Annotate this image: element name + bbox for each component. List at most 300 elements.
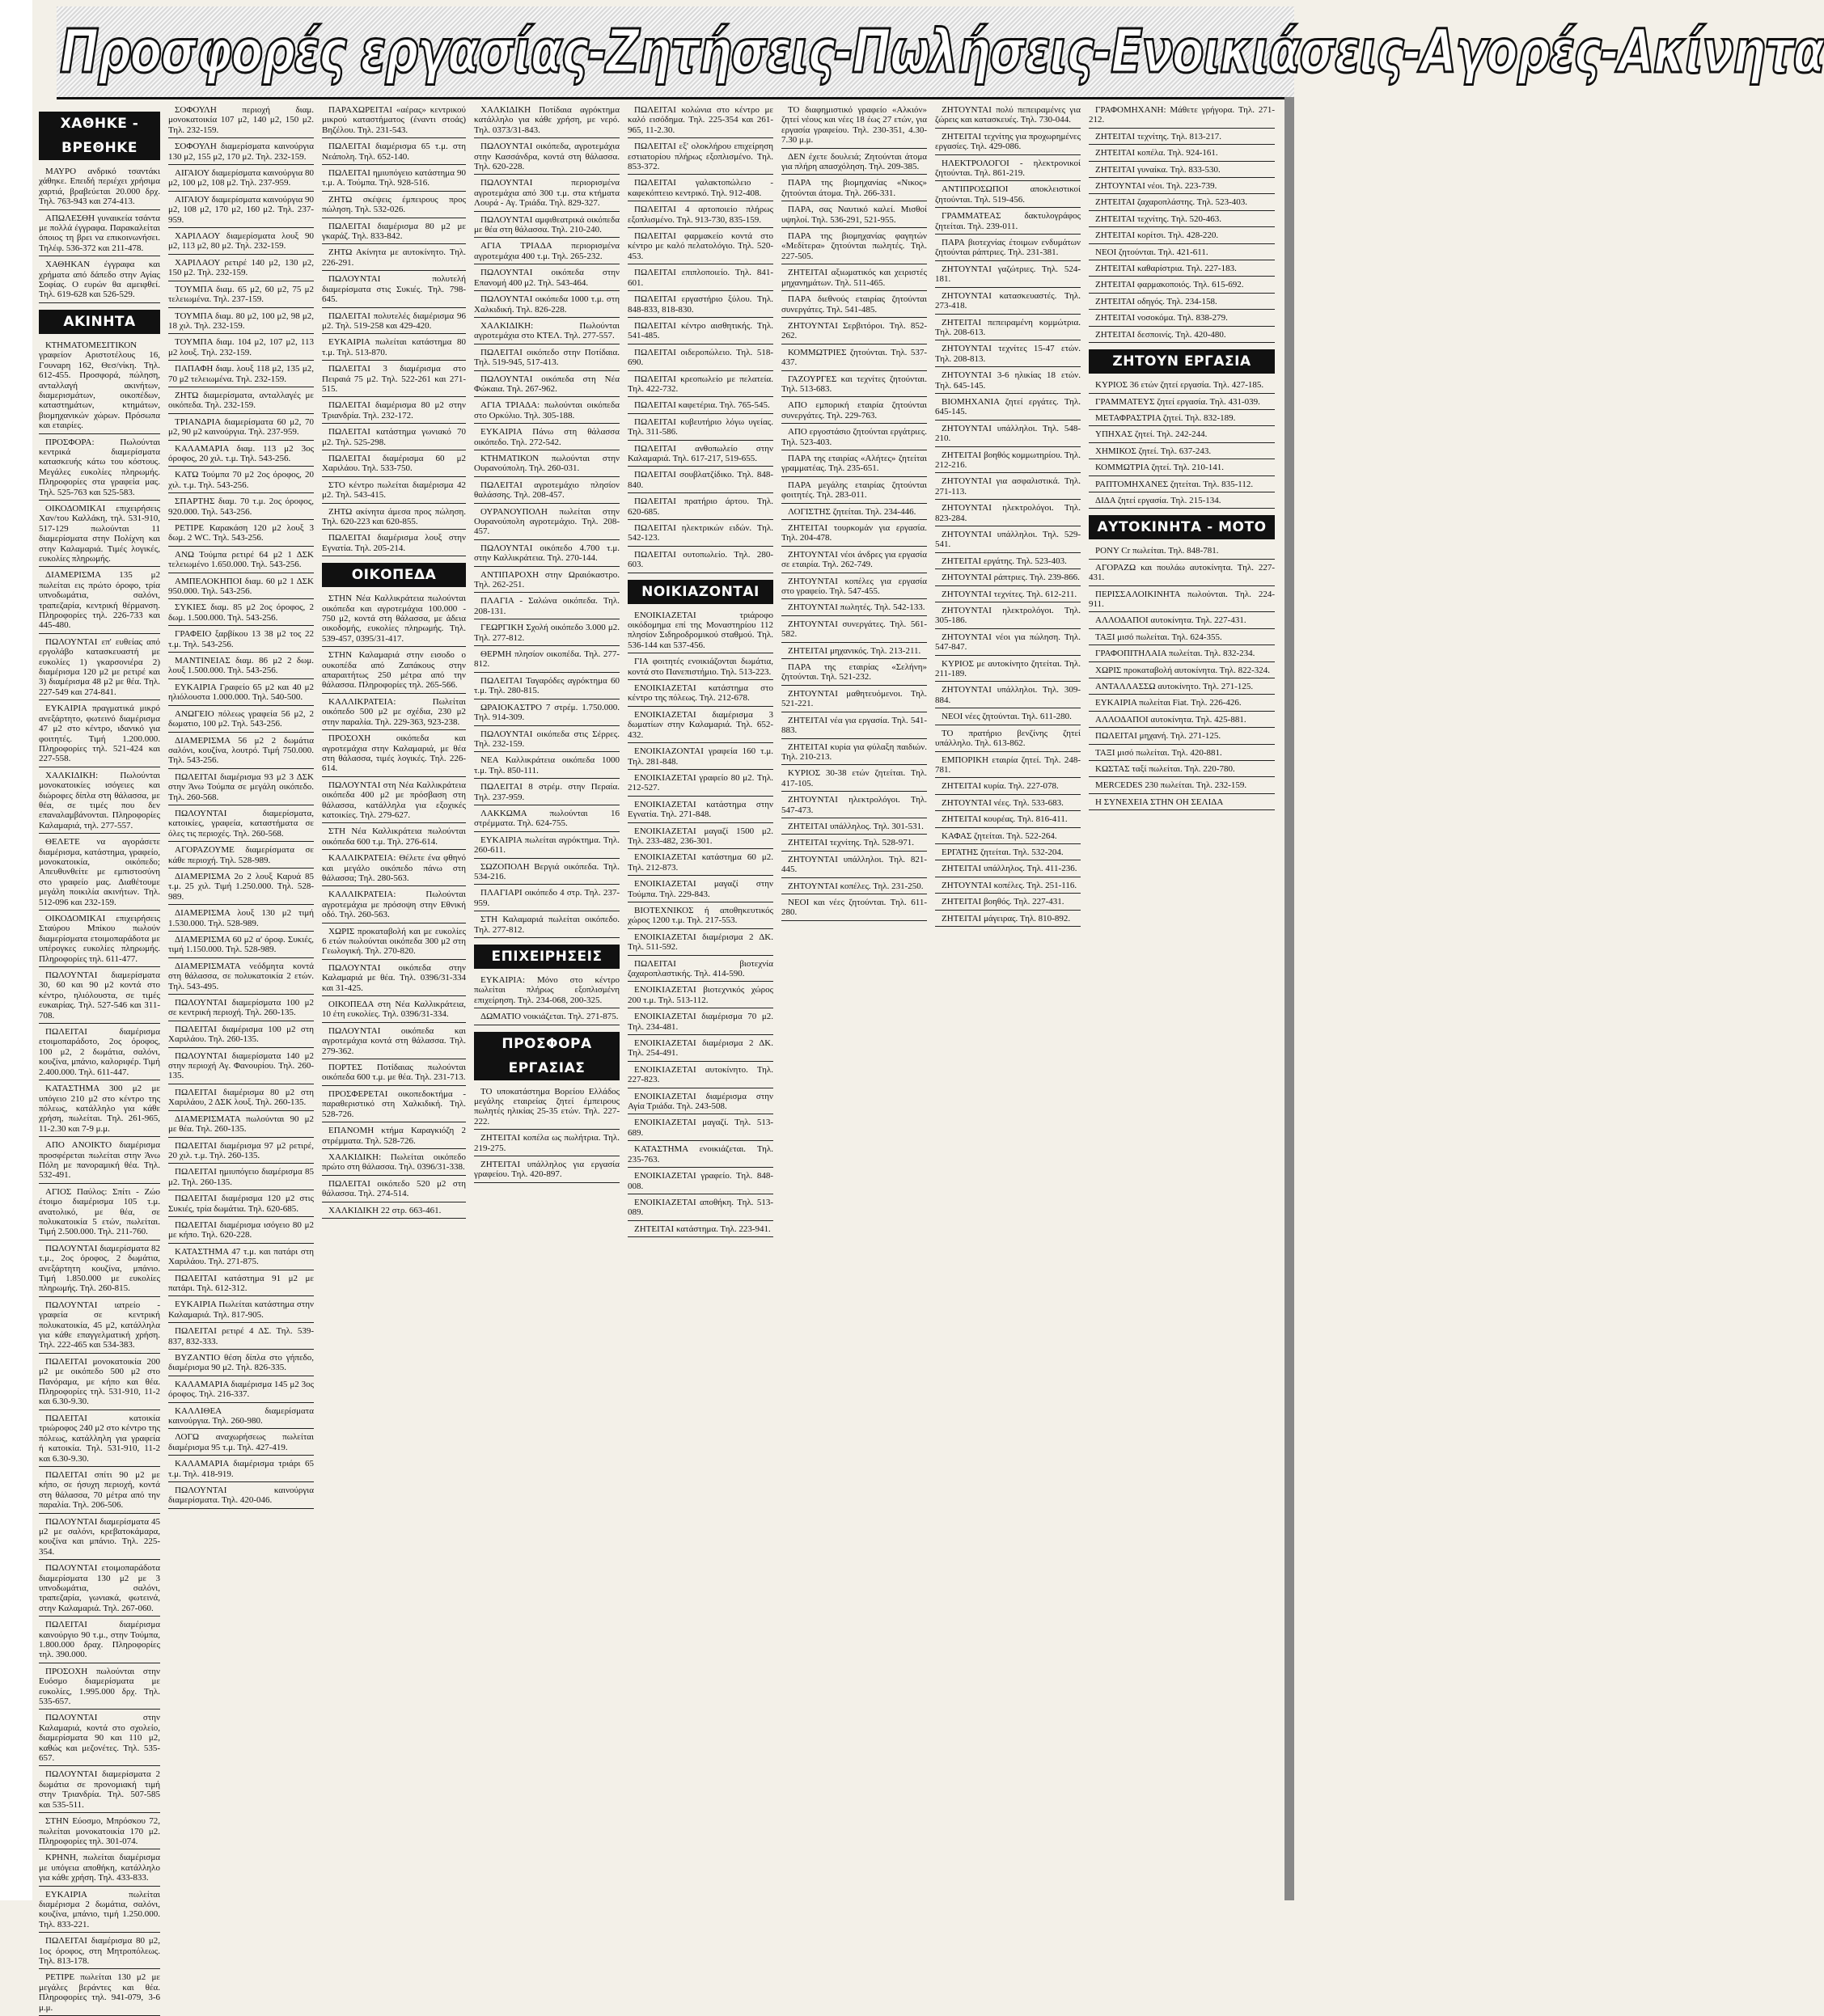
- classified-ad: ΠΩΛΟΥΝΤΑΙ οικόπεδα 1000 τ.μ. στη Χαλκιδική. Τηλ. 826-228.: [474, 294, 620, 318]
- classified-ad: ΧΗΜΙΚΟΣ ζητεί. Τηλ. 637-243.: [1089, 446, 1275, 459]
- classified-ad: ΖΗΤΟΥΝΤΑΙ κοπέλες. Τηλ. 231-250.: [781, 881, 927, 894]
- classified-ad: ΑΙΓΑΙΟΥ διαμερίσματα καινούργια 90 μ2, 108 μ2, 170 μ2, 160 μ2. Τηλ. 237-959.: [168, 195, 314, 228]
- classified-ad: ΤΟ διαφημιστικό γραφείο «Αλκιόν» ζητεί νέους και νέες 18 έως 27 ετών, για εργασία γραφείου. Τηλ. 230-351, 4.30-7.30 μ.μ.: [781, 105, 927, 149]
- classified-ad: ΓΡΑΦΟΜΗΧΑΝΗ: Μάθετε γρήγορα. Τηλ. 271-212.: [1089, 105, 1275, 129]
- classified-ad: ΖΗΤΕΙΤΑΙ οδηγός. Τηλ. 234-158.: [1089, 297, 1275, 310]
- classified-ad: ΤΟ υποκατάστημα Βορείου Ελλάδος μεγάλης εταιρείας ζητεί έμπειρους πωλητές ηλικίας 25-35 ετών. Τηλ. 227-222.: [474, 1087, 620, 1131]
- classified-ad: ΖΗΤΕΙΤΑΙ τεχνίτης. Τηλ. 528-971.: [781, 838, 927, 851]
- classified-ad: ΠΩΛΕΙΤΑΙ καφετέρια. Τηλ. 765-545.: [628, 400, 773, 413]
- classified-ad: ΠΩΛΟΥΝΤΑΙ πολυτελή διαμερίσματα στις Συκιές. Τηλ. 798-645.: [322, 274, 466, 307]
- classified-ad: ΕΝΟΙΚΙΑΖΕΤΑΙ μαγαζί. Τηλ. 513-689.: [628, 1118, 773, 1141]
- classified-ad: ΚΑΛΛΙΚΡΑΤΕΙΑ: Πωλούνται αγροτεμάχια με πρόσοψη στην Εθνική οδό. Τηλ. 260-563.: [322, 890, 466, 923]
- classified-ad: ΠΩΛΟΥΝΤΑΙ στη Νέα Καλλικράτεια οικόπεδα 400 μ2 με πρόσβαση στη θάλασσα, κατάλληλα για εξοχικές κατοικίες. Τηλ. 279-627.: [322, 780, 466, 824]
- classified-ad: ΚΥΡΙΟΣ 36 ετών ζητεί εργασία. Τηλ. 427-185.: [1089, 380, 1275, 393]
- section-heading: ΠΡΟΣΦΟΡΑ ΕΡΓΑΣΙΑΣ: [474, 1032, 620, 1080]
- classified-ad: ΠΑΡΑΧΩΡΕΙΤΑΙ «αέρας» κεντρικού μικρού καταστήματος (έναντι στοάς) Βηζέλου. Τηλ. 231-543.: [322, 105, 466, 138]
- classified-ad: ΑΝΩ Τούμπα ρετιρέ 64 μ2 1 ΔΣΚ τελειωμένο 1.650.000. Τηλ. 543-256.: [168, 550, 314, 573]
- classified-ad: ΖΗΤΟΥΝΤΑΙ τεχνίτες. Τηλ. 612-211.: [935, 590, 1081, 602]
- classified-ad: ΠΩΛΕΙΤΑΙ διαμέρισμα ετοιμοπαράδοτο, 2ος όροφος, 100 μ2, 2 δωμάτια, σαλόνι, κουζίνα, μπάνιο, καλοριφέρ. Τιμή 2.400.000. Τηλ. 611-447.: [39, 1027, 160, 1080]
- classified-ad: ΕΝΟΙΚΙΑΖΕΤΑΙ τριάροφο οικόδομημα επί της Μοναστηρίου 112 πλησίον Σιδηροδρομικού σταθμού. Τηλ. 536-144 και 537-456.: [628, 611, 773, 654]
- classified-ad: ΠΩΛΟΥΝΤΑΙ οικόπεδα στις Σέρρες. Τηλ. 232-159.: [474, 729, 620, 753]
- classified-ad: ΚΑΛΛΙΚΡΑΤΕΙΑ: Πωλείται οικόπεδο 500 μ2 με σχέδια, 230 μ2 στην παραλία. Τηλ. 229-363, 923-238.: [322, 697, 466, 730]
- classified-ad: ΑΝΤΑΛΛΑΣΣΩ αυτοκίνητο. Τηλ. 271-125.: [1089, 682, 1275, 695]
- classified-ad: ΠΩΛΕΙΤΑΙ οικόπεδο 520 μ2 στη θάλασσα. Τηλ. 274-514.: [322, 1179, 466, 1202]
- classified-ad: ΖΗΤΕΙΤΑΙ τεχνίτης. Τηλ. 813-217.: [1089, 132, 1275, 145]
- classified-ad: ΣΥΚΙΕΣ διαμ. 85 μ2 2ος όροφος, 2 δωμ. 1.500.000. Τηλ. 543-256.: [168, 602, 314, 626]
- classified-ad: ΠΑΡΑ βιοτεχνίας έτοιμων ενδυμάτων ζητούνται ράπτριες. Τηλ. 231-381.: [935, 238, 1081, 261]
- classified-ad: ΠΩΛΕΙΤΑΙ διαμέρισμα καινούργιο 90 τ.μ., στην Τούμπα, 1.800.000 δραχ. Πληροφορίες τηλ. 390.000.: [39, 1620, 160, 1663]
- classified-ad: ΚΥΡΙΟΣ 30-38 ετών ζητείται. Τηλ. 417-105.: [781, 768, 927, 792]
- classified-ad: ΧΑΛΚΙΔΙΚΗ: Πωλούνται αγροτεμάχια στο ΚΤΕΛ. Τηλ. 277-557.: [474, 321, 620, 344]
- classified-ad: ΚΑΛΑΜΑΡΙΑ διαμέρισμα 145 μ2 3ος όροφος. Τηλ. 216-337.: [168, 1380, 314, 1403]
- classified-ad: ΑΠΩΛΕΣΘΗ γυναικεία τσάντα με πολλά έγγραφα. Παρακαλείται όποιος τη βρει να επικοινωνήσει. Τηλέφ. 536-372 και 211-478.: [39, 213, 160, 257]
- classified-ad: ΠΩΛΕΙΤΑΙ 4 αρτοποιείο πλήρως εξοπλισμένο. Τηλ. 913-730, 835-159.: [628, 205, 773, 228]
- classified-ad: ΠΟΡΤΕΣ Ποτίδαιας πωλούνται οικόπεδα 600 τ.μ. με θέα. Τηλ. 231-713.: [322, 1063, 466, 1086]
- classified-ad: ΔΙΑΜΕΡΙΣΜΑ 60 μ2 α' όροφ. Συκιές, τιμή 1.150.000. Τηλ. 528-989.: [168, 935, 314, 958]
- classified-ad: ΖΗΤΟΥΝΤΑΙ ράπτριες. Τηλ. 239-866.: [935, 573, 1081, 585]
- classified-ad: ΕΝΟΙΚΙΑΖΕΤΑΙ κατάστημα 60 μ2. Τηλ. 212-873.: [628, 852, 773, 876]
- classified-ad: ΖΗΤΟΥΝΤΑΙ υπάλληλοι. Τηλ. 548-210.: [935, 424, 1081, 447]
- column-8: [1089, 105, 1275, 1892]
- classified-ad: ΖΗΤΕΙΤΑΙ εργάτης. Τηλ. 523-403.: [935, 556, 1081, 569]
- classified-ad: ΜΕΤΑΦΡΑΣΤΡΙΑ ζητεί. Τηλ. 832-189.: [1089, 413, 1275, 426]
- classified-ad: ΠΑΡΑ μεγάλης εταιρίας ζητούνται φοιτητές. Τηλ. 283-011.: [781, 480, 927, 504]
- classified-ad: ΑΠΟ εργοστάσιο ζητούνται εργάτριες. Τηλ. 523-403.: [781, 427, 927, 450]
- classified-ad: ΖΗΤΕΙΤΑΙ κουρέας. Τηλ. 816-411.: [935, 814, 1081, 827]
- classified-ad: ΠΩΛΟΥΝΤΑΙ οικόπεδα στην Επανομή 400 μ2. Τηλ. 543-464.: [474, 268, 620, 291]
- classified-ad: ΠΩΛΟΥΝΤΑΙ διαμερίσματα 2 δωμάτια σε προνομιακή τιμή στην Τριανδρία. Τηλ. 507-585 και 535-511.: [39, 1769, 160, 1813]
- classified-ad: ΠΩΛΕΙΤΑΙ μονοκατοικία 200 μ2 με οικόπεδο 500 μ2 στο Πανόραμα, με κήπο και θέα. Πληροφορίες τηλ. 531-910, 11-2 και 6.30-9.30.: [39, 1357, 160, 1410]
- classified-ad: ΖΗΤΟΥΝΤΑΙ υπάλληλοι. Τηλ. 529-541.: [935, 530, 1081, 553]
- classified-ad: ΖΗΤΕΙΤΑΙ μάγειρας. Τηλ. 810-892.: [935, 914, 1081, 927]
- classified-ad: ΠΩΛΕΙΤΑΙ εργαστήριο ξύλου. Τηλ. 848-833, 818-830.: [628, 294, 773, 318]
- classified-ad: ΠΩΛΕΙΤΑΙ διαμέρισμα 97 μ2 ρετιρέ, 20 χιλ. τ.μ. Τηλ. 260-135.: [168, 1141, 314, 1164]
- classified-ad: ΔΕΝ έχετε δουλειά; Ζητούνται άτομα για πλήρη απασχόληση. Τηλ. 209-385.: [781, 152, 927, 175]
- classified-ad: ΠΩΛΕΙΤΑΙ αγροτεμάχιο πλησίον θαλάσσης. Τηλ. 208-457.: [474, 480, 620, 504]
- classified-ad: ΠΩΛΟΥΝΤΑΙ διαμερίσματα 45 μ2 με σαλόνι, κρεβατοκάμαρα, κουζίνα και μπάνιο. Τηλ. 225-354.: [39, 1517, 160, 1561]
- classified-ad: ΖΗΤΕΙΤΑΙ υπάλληλος. Τηλ. 411-236.: [935, 864, 1081, 877]
- classified-ad: ΤΟΥΜΠΑ διαμ. 80 μ2, 100 μ2, 98 μ2, 18 χιλ. Τηλ. 232-159.: [168, 311, 314, 335]
- classified-ad: ΚΑΤΑΣΤΗΜΑ 47 τ.μ. και πατάρι στη Χαριλάου. Τηλ. 271-875.: [168, 1247, 314, 1270]
- classified-ad: ΠΩΛΕΙΤΑΙ διαμέρισμα 100 μ2 στη Χαριλάου. Τηλ. 260-135.: [168, 1025, 314, 1048]
- classified-ad: ΖΗΤΕΙΤΑΙ κατάστημα. Τηλ. 223-941.: [628, 1224, 773, 1237]
- classified-ad: ΖΗΤΩ Ακίνητα με αυτοκίνητο. Τηλ. 226-291.: [322, 247, 466, 271]
- column-4: [474, 105, 620, 1892]
- classified-ad: ΖΗΤΟΥΝΤΑΙ Σερβιτόροι. Τηλ. 852-262.: [781, 321, 927, 344]
- classified-ad: ΛΑΚΚΩΜΑ πωλούνται 16 στρέμματα. Τηλ. 624-755.: [474, 809, 620, 832]
- classified-ad: ΕΥΚΑΙΡΙΑ: Μόνο στο κέντρο πωλείται πλήρως εξοπλισμένη επιχείρηση. Τηλ. 234-068, 200-325.: [474, 975, 620, 1008]
- classified-ad: ΓΑΖΟΥΡΓΕΣ και τεχνίτες ζητούνται. Τηλ. 513-683.: [781, 374, 927, 398]
- classified-ad: ΤΟΥΜΠΑ διαμ. 104 μ2, 107 μ2, 113 μ2 λουξ. Τηλ. 232-159.: [168, 337, 314, 361]
- classified-ad: ΕΝΟΙΚΙΑΖΕΤΑΙ μαγαζί στην Τούμπα. Τηλ. 229-843.: [628, 879, 773, 902]
- classified-ad: ΑΓΙΑ ΤΡΙΑΔΑ: πωλούνται οικόπεδα στο Ορκύλιο. Τηλ. 305-188.: [474, 400, 620, 424]
- classified-ad: ΠΩΛΕΙΤΑΙ βιοτεχνία ζαχαροπλαστικής. Τηλ. 414-590.: [628, 959, 773, 983]
- classified-ad: ΓΕΩΡΓΙΚΗ Σχολή οικόπεδο 3.000 μ2. Τηλ. 277-812.: [474, 623, 620, 646]
- classified-ad: ΖΗΤΟΥΝΤΑΙ πωλητές. Τηλ. 542-133.: [781, 602, 927, 615]
- classified-ad: ΧΑΡΙΛΑΟΥ διαμερίσματα λουξ 90 μ2, 113 μ2, 80 μ2. Τηλ. 232-159.: [168, 231, 314, 255]
- classified-ad: Η ΣΥΝΕΧΕΙΑ ΣΤΗΝ ΟΗ ΣΕΛΙΔΑ: [1089, 797, 1275, 810]
- section-heading: ΑΥΤΟΚΙΝΗΤΑ - ΜΟΤΟ: [1089, 515, 1275, 539]
- classified-ad: ΠΩΛΟΥΝΤΑΙ διαμερίσματα, κατοικίες, γραφεία, καταστήματα σε όλες τις περιοχές. Τηλ. 260-568.: [168, 809, 314, 842]
- classified-ad: ΕΝΟΙΚΙΑΖΕΤΑΙ διαμέρισμα 2 ΔΚ. Τηλ. 254-491.: [628, 1038, 773, 1062]
- classified-ad: ΛΟΓΩ αναχωρήσεως πωλείται διαμέρισμα 95 τ.μ. Τηλ. 427-419.: [168, 1432, 314, 1456]
- classified-ad: ΑΝΤΙΠΡΟΣΩΠΟΙ αποκλειστικοί ζητούνται. Τηλ. 519-456.: [935, 184, 1081, 208]
- classified-ad: ΘΕΡΜΗ πλησίον οικοπέδα. Τηλ. 277-812.: [474, 649, 620, 673]
- classified-ad: ΕΠΑΝΟΜΗ κτήμα Καραγκιόζη 2 στρέμματα. Τηλ. 528-726.: [322, 1126, 466, 1149]
- classified-ad: ΖΗΤΕΙΤΑΙ δεσποινίς. Τηλ. 420-480.: [1089, 330, 1275, 343]
- classified-ad: ΖΗΤΟΥΝΤΑΙ γαζώτριες. Τηλ. 524-181.: [935, 264, 1081, 288]
- section-heading: ΟΙΚΟΠΕΔΑ: [322, 563, 466, 587]
- classified-ad: ΖΗΤΕΙΤΑΙ φαρμακοποιός. Τηλ. 615-692.: [1089, 280, 1275, 293]
- classified-ad: ΠΩΛΕΙΤΑΙ διαμέρισμα 80 μ2 στην Τριανδρία. Τηλ. 232-172.: [322, 400, 466, 424]
- classified-ad: ΔΩΜΑΤΙΟ νοικιάζεται. Τηλ. 271-875.: [474, 1012, 620, 1025]
- classified-ad: ΓΡΑΜΜΑΤΕΥΣ ζητεί εργασία. Τηλ. 431-039.: [1089, 397, 1275, 410]
- classified-ad: ΠΡΟΣΟΧΗ πωλούνται στην Ευόσμο διαμερίσματα με ευκολίες, 1.995.000 δρχ. Τηλ. 535-657.: [39, 1667, 160, 1710]
- classified-ad: ΠΩΛΕΙΤΑΙ σουβλατζίδικο. Τηλ. 848-840.: [628, 470, 773, 493]
- classified-ad: ΑΝΤΙΠΑΡΟΧΗ στην Ωραιόκαστρο. Τηλ. 262-251.: [474, 570, 620, 594]
- classified-ad: ΝΕΑ Καλλικράτεια οικόπεδα 1000 τ.μ. Τηλ. 850-111.: [474, 755, 620, 779]
- classified-ad: ΠΩΛΕΙΤΑΙ ημιυπόγειο κατάστημα 90 τ.μ. Α. Τούμπα. Τηλ. 928-516.: [322, 168, 466, 192]
- classified-ad: ΖΗΤΩ ακίνητα άμεσα προς πώληση. Τηλ. 620-223 και 620-855.: [322, 507, 466, 530]
- classified-ad: ΖΗΤΕΙΤΑΙ βοηθός. Τηλ. 227-431.: [935, 897, 1081, 910]
- classified-ad: ΓΡΑΜΜΑΤΕΑΣ δακτυλογράφος ζητείται. Τηλ. 239-011.: [935, 211, 1081, 235]
- classified-ad: ΕΝΟΙΚΙΑΖΕΤΑΙ διαμέρισμα 3 δωματίων στην Καλαμαριά. Τηλ. 652-432.: [628, 710, 773, 743]
- classified-ad: ΣΤΗ Καλαμαριά πωλείται οικόπεδο. Τηλ. 277-812.: [474, 915, 620, 938]
- classified-ad: ΚΑΛΑΜΑΡΙΑ διαμέρισμα τριάρι 65 τ.μ. Τηλ. 418-919.: [168, 1459, 314, 1482]
- classified-ad: ΠΩΛΟΥΝΤΑΙ διαμερίσματα 82 τ.μ., 2ος όροφος, 2 δωμάτια, ανεξάρτητη κουζίνα, μπάνιο. Τιμή 1.850.000 με ευκολίες πληρωμής. Τηλ. 260-815.: [39, 1244, 160, 1297]
- classified-ad: ΖΗΤΕΙΤΑΙ νέα για εργασία. Τηλ. 541-883.: [781, 716, 927, 739]
- classified-ad: ΕΝΟΙΚΙΑΖΕΤΑΙ αυτοκίνητο. Τηλ. 227-823.: [628, 1065, 773, 1088]
- classified-ad: ΑΠΟ ΑΝΟΙΚΤΟ διαμέρισμα προσφέρεται πωλείται στην Άνω Πόλη με πανοραμική θέα. Τηλ. 532-491.: [39, 1140, 160, 1184]
- classified-ad: ΤΟ πρατήριο βενζίνης ζητεί υπάλληλο. Τηλ. 613-862.: [935, 729, 1081, 752]
- classified-ad: ΕΝΟΙΚΙΑΖΕΤΑΙ διαμέρισμα 70 μ2. Τηλ. 234-481.: [628, 1012, 773, 1035]
- classified-ad: ΠΩΛΕΙΤΑΙ οιδεροπώλειο. Τηλ. 518-690.: [628, 348, 773, 371]
- classified-ad: ΠΑΡΑ της βιομηχανίας «Νικος» ζητούνται άτομα. Τηλ. 266-331.: [781, 178, 927, 201]
- classified-ad: ΠΩΛΕΙΤΑΙ ηλεκτρικών ειδών. Τηλ. 542-123.: [628, 523, 773, 547]
- classified-ad: ΠΩΛΟΥΝΤΑΙ διαμερίσματα 100 μ2 σε κεντρική περιοχή. Τηλ. 260-135.: [168, 998, 314, 1021]
- masthead-title: Προσφορές εργασίας-Ζητήσεις-Πωλήσεις-Ενοικιάσεις-Αγορές-Ακίνητα: [60, 17, 1824, 87]
- classified-ad: ΖΗΤΟΥΝΤΑΙ πολύ πεπειραμένες για ζώρεις και κατασκευές. Τηλ. 730-044.: [935, 105, 1081, 129]
- classified-ad: ΚΑΤΑΣΤΗΜΑ 300 μ2 με υπόγειο 210 μ2 στο κέντρο της πόλεως, κατάλληλο για κάθε χρήση, πωλείται. Τηλ. 261-965, 11-2.30 και 7-9 μ.μ.: [39, 1084, 160, 1137]
- classified-ad: ΒΙΟΤΕΧΝΙΚΟΣ ή αποθηκευτικός χώρος 1200 τ.μ. Τηλ. 217-553.: [628, 906, 773, 929]
- classified-ad: ΕΝΟΙΚΙΑΖΕΤΑΙ μαγαζί 1500 μ2. Τηλ. 233-482, 236-301.: [628, 826, 773, 850]
- classified-ad: ΠΩΛΟΥΝΤΑΙ διαμερίσματα 30, 60 και 90 μ2 κοντά στο κέντρο, ηλιόλουστα, σε τιμές ευκαιρίας. Τηλ. 527-546 και 311-708.: [39, 970, 160, 1024]
- classified-ad: ΤΡΙΑΝΔΡΙΑ διαμερίσματα 60 μ2, 70 μ2, 90 μ2 καινούργια. Τηλ. 237-959.: [168, 417, 314, 441]
- classified-ad: ΑΛΛΟΔΑΠΟΙ αυτοκίνητα. Τηλ. 227-431.: [1089, 615, 1275, 628]
- classified-ad: ΤΟΥΜΠΑ διαμ. 65 μ2, 60 μ2, 75 μ2 τελειωμένα. Τηλ. 237-159.: [168, 285, 314, 308]
- classified-ad: ΖΗΤΟΥΝΤΑΙ κατασκευαστές. Τηλ. 273-418.: [935, 291, 1081, 315]
- classified-ad: ΔΙΑΜΕΡΙΣΜΑΤΑ νεόδμητα κοντά στη θάλασσα, σε πολυκατοικία 2 ετών. Τηλ. 543-495.: [168, 962, 314, 995]
- classified-ad: ΠΡΟΣΟΧΗ οικόπεδα και αγροτεμάχια στην Καλαμαριά, με θέα στη θάλασσα, τιμές λογικές. Τηλ. 226-614.: [322, 733, 466, 777]
- classified-ad: ΖΗΤΕΙΤΑΙ αξιωματικός και χειριστές μηχανημάτων. Τηλ. 511-465.: [781, 268, 927, 291]
- classified-ad: ΠΩΛΕΙΤΑΙ διαμέρισμα 80 μ2 στη Χαριλάου, 2 ΔΣΚ λουξ. Τηλ. 260-135.: [168, 1088, 314, 1111]
- classified-ad: ΕΥΚΑΙΡΙΑ πωλείται διαμέρισμα 2 δωμάτια, σαλόνι, κουζίνα, μπάνιο, τιμή 1.250.000. Τηλ. 833-221.: [39, 1890, 160, 1934]
- classified-ad: ΠΩΛΕΙΤΑΙ Ταγαρόδες αγρόκτημα 60 τ.μ. Τηλ. 280-815.: [474, 676, 620, 699]
- classified-ad: ΑΙΓΑΙΟΥ διαμερίσματα καινούργια 80 μ2, 100 μ2, 108 μ2. Τηλ. 237-959.: [168, 168, 314, 192]
- classified-ad: ΧΑΛΚΙΔΙΚΗ Ποτίδαια αγρόκτημα κατάλληλο για κάθε χρήση, με νερό. Τηλ. 0373/31-843.: [474, 105, 620, 138]
- section-heading: ΕΠΙΧΕΙΡΗΣΕΙΣ: [474, 945, 620, 969]
- classified-ad: ΠΑΡΑ της βιομηχανίας φαγητών «Μεδίτερα» ζητούνται πωλητές. Τηλ. 227-505.: [781, 231, 927, 264]
- classified-ad: ΔΙΑΜΕΡΙΣΜΑΤΑ πωλούνται 90 μ2 με θέα. Τηλ. 260-135.: [168, 1114, 314, 1138]
- classified-ad: MERCEDES 230 πωλείται. Τηλ. 232-159.: [1089, 780, 1275, 793]
- classified-ad: ΖΗΤΟΥΝΤΑΙ νέοι. Τηλ. 223-739.: [1089, 181, 1275, 194]
- classified-ad: ΕΥΚΑΙΡΙΑ Πωλείται κατάστημα στην Καλαμαριά. Τηλ. 817-905.: [168, 1300, 314, 1323]
- classified-ad: ΠΩΛΕΙΤΑΙ κυβευτήριο λόγω υγείας. Τηλ. 311-586.: [628, 417, 773, 441]
- classified-ad: ΖΗΤΕΙΤΑΙ κοπέλα ως πωλήτρια. Τηλ. 219-275.: [474, 1133, 620, 1156]
- classified-ad: ΡΕΤΙΡΕ πωλείται 130 μ2 με μεγάλες βεράντες και θέα. Πληροφορίες τηλ. 941-079, 3-6 μ.μ.: [39, 1972, 160, 2016]
- classified-ad: ΔΙΑΜΕΡΙΣΜΑ 56 μ2 2 δωμάτια σαλόνι, κουζίνα, λουτρό. Τιμή 750.000. Τηλ. 543-256.: [168, 736, 314, 769]
- classified-ad: ΖΗΤΟΥΝΤΑΙ νέοι για πώληση. Τηλ. 547-847.: [935, 632, 1081, 656]
- classified-ad: ΠΩΛΕΙΤΑΙ διαμέρισμα 80 μ2, 1ος όροφος, στη Μητροπόλεως. Τηλ. 813-178.: [39, 1936, 160, 1969]
- classified-ad: ΠΩΛΟΥΝΤΑΙ περιορισμένα αγροτεμάχια από 300 τ.μ. στα κτήματα Λουρά - Αγ. Τριάδα. Τηλ. 829-327.: [474, 178, 620, 211]
- classified-ad: ΠΩΛΕΙΤΑΙ διαμέρισμα 80 μ2 με γκαράζ. Τηλ. 833-842.: [322, 222, 466, 245]
- classified-ad: ΖΗΤΟΥΝΤΑΙ ηλεκτρολόγοι. Τηλ. 305-186.: [935, 606, 1081, 629]
- classified-ad: ΤΑΞΙ μισό πωλείται. Τηλ. 624-355.: [1089, 632, 1275, 645]
- classified-ad: ΖΗΤΕΙΤΑΙ κοπέλα. Τηλ. 924-161.: [1089, 148, 1275, 161]
- classified-ad: ΖΗΤΟΥΝΤΑΙ υπάλληλοι. Τηλ. 821-445.: [781, 855, 927, 878]
- classified-ad: ΔΙΔΑ ζητεί εργασία. Τηλ. 215-134.: [1089, 496, 1275, 509]
- classified-ad: ΠΩΛΟΥΝΤΑΙ οικόπεδα στη Νέα Φώκαια. Τηλ. 267-962.: [474, 374, 620, 398]
- classified-ad: ΕΥΚΑΙΡΙΑ Γραφείο 65 μ2 και 40 μ2 ηλιόλουστα 1.000.000. Τηλ. 540-500.: [168, 683, 314, 706]
- classified-ad: ΡΟΝΥ Cr πωλείται. Τηλ. 848-781.: [1089, 546, 1275, 559]
- classified-ad: ΖΗΤΟΥΝΤΑΙ 3-6 ηλικίας 18 ετών. Τηλ. 645-145.: [935, 370, 1081, 394]
- classified-ad: ΧΑΡΙΛΑΟΥ ρετιρέ 140 μ2, 130 μ2, 150 μ2. Τηλ. 232-159.: [168, 258, 314, 281]
- classified-ad: ΧΩΡΙΣ προκαταβολή αυτοκίνητα. Τηλ. 822-324.: [1089, 666, 1275, 678]
- classified-ad: ΠΩΛΕΙΤΑΙ ρετιρέ 4 ΔΣ. Τηλ. 539-837, 832-333.: [168, 1326, 314, 1350]
- classified-ad: ΝΕΟΙ ζητούνται. Τηλ. 421-611.: [1089, 247, 1275, 260]
- classified-ad: ΠΩΛΕΙΤΑΙ διαμέρισμα 120 μ2 στις Συκιές, τρία δωμάτια. Τηλ. 620-685.: [168, 1194, 314, 1217]
- classified-ad: ΕΝΟΙΚΙΑΖΕΤΑΙ διαμέρισμα 2 ΔΚ. Τηλ. 511-592.: [628, 932, 773, 956]
- classified-ad: ΠΛΑΓΙΑ - Σαλώνα οικόπεδα. Τηλ. 208-131.: [474, 596, 620, 619]
- section-heading: ΧΑΘΗΚΕ - ΒΡΕΘΗΚΕ: [39, 112, 160, 160]
- classified-ad: ΔΙΑΜΕΡΙΣΜΑ 2ο 2 λουξ Καρυά 85 τ.μ. 25 χιλ. Τιμή 1.250.000. Τηλ. 528-989.: [168, 872, 314, 905]
- classified-ad: ΠΩΛΕΙΤΑΙ φαρμακείο κοντά στο κέντρο με καλό πελατολόγιο. Τηλ. 520-453.: [628, 231, 773, 264]
- classified-ad: ΖΗΤΟΥΝΤΑΙ κοπέλες για εργασία στο γραφείο. Τηλ. 547-455.: [781, 577, 927, 600]
- classified-ad: ΠΩΛΕΙΤΑΙ 3 διαμέρισμα στο Πειραιά 75 μ2. Τηλ. 522-261 και 271-515.: [322, 364, 466, 397]
- classified-ad: ΕΝΟΙΚΙΑΖΕΤΑΙ αποθήκη. Τηλ. 513-089.: [628, 1198, 773, 1221]
- classified-ad: ΣΤΗΝ Καλαμαριά στην εισοδο ο ουκοπέδα από Ζαπάκους στην απαραιτήτως 250 μέτρα από την θάλασσα. Πληροφορίες τηλ. 265-566.: [322, 650, 466, 694]
- classified-ad: ΠΩΛΟΥΝΤΑΙ οικόπεδο 4.700 τ.μ. στην Καλλικράτεια. Τηλ. 270-144.: [474, 543, 620, 567]
- classified-ad: ΧΑΛΚΙΔΙΚΗ: Πωλούνται μονοκατοικίες ισόγειες και διώροφες δίπλα στη θάλασσα, με θέα, σε τιμές που δεν επαναλαμβάνονται. Πληροφορίες Καλαμαριά, τηλ. 277-557.: [39, 771, 160, 834]
- classified-ad: ΠΩΛΟΥΝΤΑΙ οικόπεδα και αγροτεμάχια κοντά στη θάλασσα. Τηλ. 279-362.: [322, 1026, 466, 1059]
- classified-ad: ΠΩΛΕΙΤΑΙ σπίτι 90 μ2 με κήπο, σε ήσυχη περιοχή, κοντά στη θάλασσα, 70 μέτρα από την παραλία. Τηλ. 206-506.: [39, 1470, 160, 1514]
- classified-ad: ΖΗΤΟΥΝΤΑΙ για ασφαλιστικά. Τηλ. 271-113.: [935, 476, 1081, 500]
- classified-ad: ΠΩΛΕΙΤΑΙ οικόπεδο στην Ποτίδαια. Τηλ. 519-945, 517-413.: [474, 348, 620, 371]
- classified-ad: ΑΝΩΓΕΙΟ πόλεως γραφεία 56 μ2, 2 δωματιο, 100 μ2. Τηλ. 543-256.: [168, 709, 314, 733]
- column-7: [935, 105, 1081, 1892]
- classified-ad: ΠΩΛΕΙΤΑΙ κατάστημα γωνιακό 70 μ2. Τηλ. 525-298.: [322, 427, 466, 450]
- classified-ad: ΖΗΤΕΙΤΑΙ τουρκομάν για εργασία. Τηλ. 204-478.: [781, 523, 927, 547]
- classified-ad: ΝΕΟΙ νέες ζητούνται. Τηλ. 611-280.: [935, 712, 1081, 725]
- classified-ad: ΕΥΚΑΙΡΙΑ πωλείται αγρόκτημα. Τηλ. 260-611.: [474, 835, 620, 859]
- classified-ad: ΠΕΡΙΣΣΑΛΟΙΚΙΝΗΤΑ πωλούνται. Τηλ. 224-911.: [1089, 590, 1275, 613]
- page-margin-left: [0, 0, 32, 1900]
- classified-ad: ΑΛΛΟΔΑΠΟΙ αυτοκίνητα. Τηλ. 425-881.: [1089, 715, 1275, 728]
- classified-ad: ΖΗΤΩ σκέψεις έμπειρους προς πώληση. Τηλ. 532-026.: [322, 195, 466, 218]
- classified-ad: ΖΗΤΕΙΤΑΙ κορίτσι. Τηλ. 428-220.: [1089, 230, 1275, 243]
- classified-ad: ΕΝΟΙΚΙΑΖΕΤΑΙ γραφείο 80 μ2. Τηλ. 212-527.: [628, 773, 773, 797]
- classified-ad: ΟΙΚΟΔΟΜΙΚΑΙ επιχειρήσεις Σταύρου Μπίκου πωλούν διαμερίσματα ετοιμοπαράδοτα με υπέρογκες ευκολίες πληρωμής. Πληροφορίες τηλ. 611-477.: [39, 914, 160, 967]
- classified-ad: ΠΡΟΣΦΟΡΑ: Πωλούνται κεντρικά διαμερίσματα κατασκευής κάτω του κόστους. Μεγάλες ευκολίες πληρωμής. Πληροφορίες στα γραφεία μας. Τηλ. 525-763 και 525-583.: [39, 437, 160, 501]
- classified-ad: ΖΗΤΟΥΝΤΑΙ ηλεκτρολόγοι. Τηλ. 823-284.: [935, 503, 1081, 526]
- classified-ad: ΖΗΤΟΥΝΤΑΙ συνεργάτες. Τηλ. 561-582.: [781, 619, 927, 643]
- classified-ad: ΕΥΚΑΙΡΙΑ πωλείται Fiat. Τηλ. 226-426.: [1089, 698, 1275, 711]
- classified-ad: ΚΑΤΩ Τούμπα 70 μ2 2ος όροφος, 20 χιλ. τ.μ. Τηλ. 543-256.: [168, 470, 314, 493]
- classified-ad: ΧΑΛΚΙΔΙΚΗ: Πωλείται οικόπεδο πρώτο στη θάλασσα. Τηλ. 0396/31-338.: [322, 1152, 466, 1176]
- classified-ad: ΖΗΤΕΙΤΑΙ υπάλληλος. Τηλ. 301-531.: [781, 822, 927, 835]
- classified-ad: ΠΡΟΣΦΕΡΕΤΑΙ οικοπεδοκτήμα - παραθεριστικό στη Χαλκιδική. Τηλ. 528-726.: [322, 1089, 466, 1122]
- classified-ad: ΚΟΜΜΩΤΡΙΕΣ ζητούνται. Τηλ. 537-437.: [781, 348, 927, 371]
- classified-ad: ΠΩΛΟΥΝΤΑΙ στην Καλαμαριά, κοντά στο σχολείο, διαμερίσματα 90 και 110 μ2, καθώς και μεζονέτες. Τηλ. 535-657.: [39, 1713, 160, 1766]
- classified-ad: ΑΜΠΕΛΟΚΗΠΟΙ διαμ. 60 μ2 1 ΔΣΚ 950.000. Τηλ. 543-256.: [168, 577, 314, 600]
- classified-ad: ΕΝΟΙΚΙΑΖΕΤΑΙ βιοτεχνικός χώρος 200 τ.μ. Τηλ. 513-112.: [628, 985, 773, 1008]
- classified-ad: ΖΗΤΕΙΤΑΙ πεπειραμένη κομμώτρια. Τηλ. 208-613.: [935, 318, 1081, 341]
- classified-ad: ΔΙΑΜΕΡΙΣΜΑ 135 μ2 πωλείται εις πρώτο όροφο, τρία υπνοδωμάτια, σαλόνι, τραπεζαρία, κεντρική θέρμανση. Πληροφορίες τηλ. 226-733 και 445-480.: [39, 570, 160, 633]
- classified-ad: ΚΥΡΙΟΣ με αυτοκίνητο ζητείται. Τηλ. 211-189.: [935, 659, 1081, 683]
- classified-ad: ΖΗΤΕΙΤΑΙ μηχανικός. Τηλ. 213-211.: [781, 646, 927, 659]
- classified-ad: ΚΡΗΝΗ, πωλείται διαμέρισμα με υπόγεια αποθήκη, κατάλληλο για κάθε χρήση. Τηλ. 433-833.: [39, 1853, 160, 1886]
- classified-ad: ΠΩΛΕΙΤΑΙ 8 στρέμ. στην Περαία. Τηλ. 237-959.: [474, 782, 620, 805]
- classified-ad: ΖΗΤΕΙΤΑΙ καθαρίστρια. Τηλ. 227-183.: [1089, 264, 1275, 277]
- classified-ad: ΠΩΛΕΙΤΑΙ εξ' ολοκλήρου επιχείρηση εστιατορίου πλήρως εξοπλισμένο. Τηλ. 853-372.: [628, 142, 773, 175]
- classified-ad: ΖΗΤΕΙΤΑΙ τεχνίτης για προχωρημένες εργασίες. Τηλ. 429-086.: [935, 132, 1081, 155]
- section-heading: ΑΚΙΝΗΤΑ: [39, 310, 160, 334]
- classified-ad: ΓΙΑ φοιτητές ενοικιάζονται δωμάτια, κοντά στο Πανεπιστήμιο. Τηλ. 513-223.: [628, 657, 773, 680]
- classified-ad: ΠΩΛΕΙΤΑΙ διαμέρισμα 60 μ2 Χαριλάου. Τηλ. 533-750.: [322, 454, 466, 477]
- classified-ad: ΖΗΤΕΙΤΑΙ νοσοκόμα. Τηλ. 838-279.: [1089, 313, 1275, 326]
- classified-ad: ΣΤΗ Νέα Καλλικράτεια πωλούνται οικόπεδα 600 τ.μ. Τηλ. 276-614.: [322, 826, 466, 850]
- classified-ad: ΜΑΝΤΙΝΕΙΑΣ διαμ. 86 μ2 2 δωμ. λουξ 1.500.000. Τηλ. 543-256.: [168, 656, 314, 679]
- classified-ad: ΑΓΟΡΑΖΩ και πουλάω αυτοκίνητα. Τηλ. 227-431.: [1089, 563, 1275, 586]
- classified-ad: ΚΤΗΜΑΤΙΚΟΝ πωλούνται στην Ουρανούπολη. Τηλ. 260-031.: [474, 454, 620, 477]
- classified-ad: ΠΩΛΕΙΤΑΙ διαμέρισμα ισόγειο 80 μ2 με κήπο. Τηλ. 620-228.: [168, 1220, 314, 1244]
- column-3: [322, 105, 466, 1892]
- classified-ad: ΤΑΞΙ μισό πωλείται. Τηλ. 420-881.: [1089, 748, 1275, 761]
- classified-ad: ΖΗΤΟΥΝΤΑΙ ηλεκτρολόγοι. Τηλ. 547-473.: [781, 795, 927, 818]
- classified-ad: ΖΗΤΕΙΤΑΙ ζαχαροπλάστης. Τηλ. 523-403.: [1089, 197, 1275, 210]
- classified-ad: ΕΝΟΙΚΙΑΖΕΤΑΙ διαμέρισμα στην Αγία Τριάδα. Τηλ. 243-508.: [628, 1092, 773, 1115]
- classified-ad: ΑΓΟΡΑΖΟΥΜΕ διαμερίσματα σε κάθε περιοχή. Τηλ. 528-989.: [168, 845, 314, 869]
- classified-ad: ΠΑΡΑ της εταιρίας «Σελήνη» ζητούνται. Τηλ. 521-232.: [781, 662, 927, 686]
- classified-ad: ΒΙΟΜΗΧΑΝΙΑ ζητεί εργάτες. Τηλ. 645-145.: [935, 397, 1081, 421]
- classified-ad: ΠΩΛΕΙΤΑΙ κέντρο αισθητικής. Τηλ. 541-485.: [628, 321, 773, 344]
- classified-ad: ΛΟΓΙΣΤΗΣ ζητείται. Τηλ. 234-446.: [781, 507, 927, 520]
- classified-ad: ΚΩΣΤΑΣ ταξί πωλείται. Τηλ. 220-780.: [1089, 764, 1275, 777]
- classified-ad: ΠΑΠΑΦΗ διαμ. λουξ 118 μ2, 135 μ2, 70 μ2 τελειωμένα. Τηλ. 232-159.: [168, 364, 314, 387]
- classified-ad: ΠΩΛΟΥΝΤΑΙ επ' ευθείας από εργολάβο κατασκευαστή με ευκολίες 1) γκαρσονιέρα 2) διαμέρισμα 120 μ2 με ρετιρέ και 3) διαμέρισμα 48 μ2 με θέα. Τηλ. 227-549 και 274-841.: [39, 637, 160, 700]
- classified-ad: ΕΥΚΑΙΡΙΑ πωλείται κατάστημα 80 τ.μ. Τηλ. 513-870.: [322, 337, 466, 361]
- classified-ad: ΧΑΛΚΙΔΙΚΗ 22 στρ. 663-461.: [322, 1206, 466, 1219]
- classified-ad: ΕΝΟΙΚΙΑΖΕΤΑΙ κατάστημα στο κέντρο της πόλεως. Τηλ. 212-678.: [628, 683, 773, 707]
- classified-ad: ΠΩΛΕΙΤΑΙ ημιυπόγειο διαμέρισμα 85 μ2. Τηλ. 260-135.: [168, 1167, 314, 1190]
- classified-ad: ΖΗΤΩ διαμερίσματα, ανταλλαγές με οικόπεδα. Τηλ. 232-159.: [168, 391, 314, 414]
- classified-ad: ΜΑΥΡΟ ανδρικό τσαντάκι χάθηκε. Επειδή περιέχει χρήσιμα χαρτιά, βραβεύεται 20.000 δρχ. Τηλ. 763-943 και 274-413.: [39, 167, 160, 210]
- classified-ad: ΖΗΤΕΙΤΑΙ τεχνίτης. Τηλ. 520-463.: [1089, 214, 1275, 227]
- classified-ad: ΒΥΖΑΝΤΙΟ θέση δίπλα στο γήπεδο, διαμέρισμα 90 μ2. Τηλ. 826-335.: [168, 1353, 314, 1376]
- classified-ad: ΖΗΤΕΙΤΑΙ κυρία για φύλαξη παιδιών. Τηλ. 210-213.: [781, 742, 927, 766]
- classified-ad: ΣΤΗΝ Νέα Καλλικράτεια πωλούνται οικόπεδα και αγροτεμάχια 100.000 - 750 μ2, κοντά στη θάλασσα, με άδεια οικοδομής, ευκολίες πληρωμής. Τηλ. 539-457, 0395/31-417.: [322, 594, 466, 647]
- classified-ad: ΣΩΖΟΠΟΛΗ Βεργιά οικόπεδα. Τηλ. 534-216.: [474, 862, 620, 885]
- classified-ad: ΟΙΚΟΔΟΜΙΚΑΙ επιχειρήσεις Χαν/του Καλλάκη, τηλ. 531-910, 517-129 πωλούνται 11 διαμερίσματα στην Πολίχνη και στην Καλαμαριά. Τιμές λογικές, ευκολίες πληρωμής.: [39, 504, 160, 567]
- classified-ad: ΕΝΟΙΚΙΑΖΟΝΤΑΙ γραφεία 160 τ.μ. Τηλ. 281-848.: [628, 746, 773, 770]
- classified-ad: ΑΓΙΟΣ Παύλος: Σπίτι - Ζώο έτοιμο διαμέρισμα 105 τ.μ. ανατολικό, με θέα, σε πολυκατοικία 5 ετών, πωλείται. Τιμή 2.500.000. Τηλ. 211-760.: [39, 1187, 160, 1240]
- classified-ad: ΣΟΦΟΥΛΗ διαμερίσματα καινούργια 130 μ2, 155 μ2, 170 μ2. Τηλ. 232-159.: [168, 142, 314, 165]
- classified-ad: ΖΗΤΕΙΤΑΙ υπάλληλος για εργασία γραφείου. Τηλ. 420-897.: [474, 1160, 620, 1183]
- column-2: [168, 105, 314, 1892]
- classified-ad: ΘΕΛΕΤΕ να αγοράσετε διαμέρισμα, κατάστημα, γραφείο, μονοκατοικία, οικόπεδο; Απευθυνθείτε με εμπιστοσύνη στο γραφείο μας. Διαθέτουμε μεγάλη ποικιλία ακινήτων. Τηλ. 512-096 και 232-159.: [39, 837, 160, 911]
- classified-ad: ΠΩΛΕΙΤΑΙ μηχανή. Τηλ. 271-125.: [1089, 731, 1275, 744]
- classified-ad: ΠΩΛΕΙΤΑΙ ανθοπωλείο στην Καλαμαριά. Τηλ. 617-217, 519-655.: [628, 444, 773, 467]
- column-6: [781, 105, 927, 1892]
- classified-ad: ΗΛΕΚΤΡΟΛΟΓΟΙ - ηλεκτρονικοί ζητούνται. Τηλ. 861-219.: [935, 158, 1081, 182]
- classified-ad: ΑΠΟ εμπορική εταιρία ζητούνται συνεργάτες. Τηλ. 229-763.: [781, 400, 927, 424]
- classified-ad: ΠΩΛΕΙΤΑΙ διαμέρισμα 65 τ.μ. στη Νεάπολη. Τηλ. 652-140.: [322, 142, 466, 165]
- section-heading: ΝΟΙΚΙΑΖΟΝΤΑΙ: [628, 580, 773, 604]
- classified-ad: ΠΩΛΟΥΝΤΑΙ διαμερίσματα 140 μ2 στην περιοχή Αγ. Φανουρίου. Τηλ. 260-135.: [168, 1051, 314, 1084]
- classified-ad: ΚΑΛΛΙΘΕΑ διαμερίσματα καινούργια. Τηλ. 260-980.: [168, 1406, 314, 1430]
- classified-ad: ΣΤΟ κέντρο πωλείται διαμέρισμα 42 μ2. Τηλ. 543-415.: [322, 480, 466, 504]
- classified-ad: ΠΩΛΕΙΤΑΙ κολώνια στο κέντρο με καλό εισόδημα. Τηλ. 225-354 και 261-965, 11-2.30.: [628, 105, 773, 138]
- classified-ad: ΕΥΚΑΙΡΙΑ πραγματικά μικρό ανεξάρτητο, φωτεινό διαμέρισμα 47 μ2 στο κέντρο, ιδανικό για φοιτητές. Τιμή 1.200.000. Πληροφορίες τηλ. 521-424 και 227-558.: [39, 704, 160, 767]
- column-5: [628, 105, 773, 1892]
- classified-ad: ΡΕΤΙΡΕ Καρακάση 120 μ2 λουξ 3 δωμ. 2 WC. Τηλ. 543-256.: [168, 523, 314, 547]
- classified-ad: ΠΩΛΕΙΤΑΙ κατάστημα 91 μ2 με πατάρι. Τηλ. 612-312.: [168, 1274, 314, 1297]
- classified-ad: ΣΠΑΡΤΗΣ διαμ. 70 τ.μ. 2ος όροφος, 920.000. Τηλ. 543-256.: [168, 497, 314, 520]
- section-heading: ΖΗΤΟΥΝ ΕΡΓΑΣΙΑ: [1089, 349, 1275, 374]
- classified-ad: ΔΙΑΜΕΡΙΣΜΑ λουξ 130 μ2 τιμή 1.530.000. Τηλ. 528-989.: [168, 908, 314, 932]
- page-edge-right: [1284, 97, 1294, 1900]
- classified-ad: ΖΗΤΟΥΝΤΑΙ μαθητευόμενοι. Τηλ. 521-221.: [781, 689, 927, 712]
- classified-ad: ΑΓΙΑ ΤΡΙΑΔΑ περιορισμένα αγροτεμάχια 400 τ.μ. Τηλ. 265-232.: [474, 241, 620, 264]
- classified-ad: ΖΗΤΟΥΝΤΑΙ νέοι άνδρες για εργασία σε εταιρία. Τηλ. 262-749.: [781, 550, 927, 573]
- classified-ad: ΚΑΛΛΙΚΡΑΤΕΙΑ: Θέλετε ένα φθηνό και μεγάλο οικόπεδο πάνω στη θάλασσα; Τηλ. 280-563.: [322, 853, 466, 886]
- classified-ad: ΠΩΛΕΙΤΑΙ γαλακτοπώλειο - καφεκόπτειο κεντρικό. Τηλ. 912-408.: [628, 178, 773, 201]
- classified-ad: ΠΩΛΕΙΤΑΙ διαμέρισμα 93 μ2 3 ΔΣΚ στην Άνω Τούμπα σε μεγάλη οικόπεδο. Τηλ. 260-568.: [168, 772, 314, 805]
- classified-ad: ΠΩΛΕΙΤΑΙ κρεοπωλείο με πελατεία. Τηλ. 422-732.: [628, 374, 773, 398]
- classified-ad: ΠΩΛΟΥΝΤΑΙ ιατρείο - γραφεία σε κεντρική πολυκατοικία, 45 μ2, κατάλληλα για κάθε επαγγελματική χρήση. Τηλ. 222-465 και 534-383.: [39, 1300, 160, 1354]
- classified-ad: ΠΩΛΟΥΝΤΑΙ οικόπεδα, αγροτεμάχια στην Κασσάνδρα, κοντά στη θάλασσα. Τηλ. 620-228.: [474, 142, 620, 175]
- classified-ad: ΧΑΘΗΚΑΝ έγγραφα και χρήματα από δάπεδο στην Αγίας Σοφίας. Ο ευρών θα αμειφθεί. Τηλ. 619-628 και 526-529.: [39, 260, 160, 303]
- classified-ad: ΟΙΚΟΠΕΔΑ στη Νέα Καλλικράτεια, 10 έτη ευκολίες. Τηλ. 0396/31-334.: [322, 1000, 466, 1023]
- column-1: [39, 105, 160, 2013]
- classified-ad: ΕΝΟΙΚΙΑΖΕΤΑΙ γραφείο. Τηλ. 848-008.: [628, 1171, 773, 1194]
- classified-ad: ΠΩΛΕΙΤΑΙ επιπλοποιείο. Τηλ. 841-601.: [628, 268, 773, 291]
- classified-ad: ΚΟΜΜΩΤΡΙΑ ζητεί. Τηλ. 210-141.: [1089, 463, 1275, 475]
- classified-ad: ΓΡΑΦΕΙΟ ξαρβίκου 13 38 μ2 τος 22 τ.μ. Τηλ. 543-256.: [168, 629, 314, 653]
- classified-ad: ΠΩΛΕΙΤΑΙ πρατήριο άρτου. Τηλ. 620-685.: [628, 497, 773, 520]
- classified-ad: ΕΥΚΑΙΡΙΑ Πάνω στη θάλασσα οικόπεδο. Τηλ. 272-542.: [474, 427, 620, 450]
- classified-ad: ΚΤΗΜΑΤΟΜΕΣΙΤΙΚΟΝ γραφείον Αριστοτέλους 16, Γουναρη 162, Θεσ/νίκη. Τηλ. 612-455. Προσφορά, πώληση, ανταλλαγή ακινήτων, διαμερισμάτων, οικοπέδων, καταστημάτων, κτημάτων, βιομηχανικών χώρων. Πρόσωπα και εταιρίες.: [39, 340, 160, 434]
- classified-ad: ΖΗΤΕΙΤΑΙ κυρία. Τηλ. 227-078.: [935, 781, 1081, 794]
- classified-ad: ΕΡΓΑΤΗΣ ζητείται. Τηλ. 532-204.: [935, 847, 1081, 860]
- classified-ad: ΝΕΟΙ και νέες ζητούνται. Τηλ. 611-280.: [781, 898, 927, 921]
- classified-ad: ΖΗΤΟΥΝΤΑΙ κοπέλες. Τηλ. 251-116.: [935, 881, 1081, 894]
- masthead-banner: [57, 6, 1824, 99]
- classified-ad: ΠΑΡΑ της εταιρίας «Αλήτες» ζητείται γραμματέας. Τηλ. 235-651.: [781, 454, 927, 477]
- classified-ad: ΠΩΛΕΙΤΑΙ ουτοπωλείο. Τηλ. 280-603.: [628, 550, 773, 573]
- classified-ad: ΚΑΦΑΣ ζητείται. Τηλ. 522-264.: [935, 831, 1081, 844]
- classified-ad: ΡΑΠΤΟΜΗΧΑΝΕΣ ζητείται. Τηλ. 835-112.: [1089, 480, 1275, 492]
- classified-ad: ΠΩΛΟΥΝΤΑΙ ετοιμοπαράδοτα διαμερίσματα 130 μ2 με 3 υπνοδωμάτια, σαλόνι, τραπεζαρία, γωνιακά, φωτεινά, στην Καλαμαριά. Τηλ. 267-060.: [39, 1563, 160, 1617]
- classified-ad: ΕΝΟΙΚΙΑΖΕΤΑΙ κατάστημα στην Εγνατία. Τηλ. 271-848.: [628, 800, 773, 823]
- classified-ad: ΥΠΗΧΑΣ ζητεί. Τηλ. 242-244.: [1089, 429, 1275, 442]
- classified-ad: ΠΩΛΟΥΝΤΑΙ οικόπεδα στην Καλαμαριά με θέα. Τηλ. 0396/31-334 και 31-425.: [322, 963, 466, 996]
- classified-ad: ΩΡΑΙΟΚΑΣΤΡΟ 7 στρέμ. 1.750.000. Τηλ. 914-309.: [474, 703, 620, 726]
- classified-ad: ΠΛΑΓΙΑΡΙ οικόπεδο 4 στρ. Τηλ. 237-959.: [474, 888, 620, 911]
- classified-ad: ΖΗΤΟΥΝΤΑΙ νέες. Τηλ. 533-683.: [935, 798, 1081, 811]
- classified-ad: ΕΜΠΟΡΙΚΗ εταιρία ζητεί. Τηλ. 248-781.: [935, 755, 1081, 779]
- classified-ad: ΠΩΛΕΙΤΑΙ πολυτελές διαμέρισμα 96 μ2. Τηλ. 519-258 και 429-420.: [322, 311, 466, 335]
